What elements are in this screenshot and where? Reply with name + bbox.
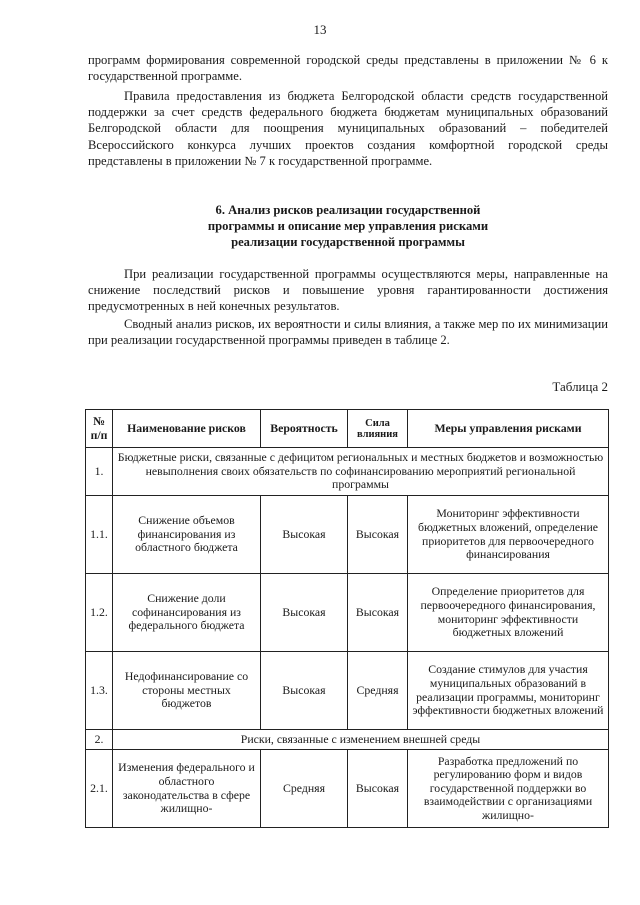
paragraph-annex-6 [88, 52, 608, 84]
paragraph-text: программ формирования современной городской среды представлены в приложении № 6 к государственной программе. [88, 53, 608, 84]
row-number: 1. [86, 448, 113, 496]
header-number: № п/п [86, 410, 113, 448]
table-row [86, 652, 609, 730]
table-header-row [86, 410, 609, 448]
section-heading [88, 202, 608, 250]
row-number: 1.1. [86, 496, 113, 574]
header-risk-name: Наименование рисков [113, 410, 261, 448]
group-title: Бюджетные риски, связанные с дефицитом региональных и местных бюджетов и возможностью невыполнения своих обязательств по софинансированию мероприятий региональной программы [113, 448, 609, 496]
header-measures: Меры управления рисками [408, 410, 609, 448]
risk-table [85, 409, 609, 828]
section-heading-line: реализации государственной программы [231, 235, 465, 249]
risk-name: Изменения федерального и областного законодательства в сфере жилищно- [113, 750, 261, 828]
paragraph-text: Правила предоставления из бюджета Белгородской области средств государственной поддержки за счет средств федерального бюджета бюджетам муниципальных образований Белгородской области для поощрения муниципальных образований – победителей Всероссийского конкурса лучших проектов создания комфортной городской среды представлены в приложении № 7 к государственной программе. [88, 89, 608, 168]
risk-impact: Средняя [348, 652, 408, 730]
table-label: Таблица 2 [552, 379, 608, 394]
risk-impact: Высокая [348, 750, 408, 828]
header-impact: Сила влияния [348, 410, 408, 448]
risk-measures: Определение приоритетов для первоочередного финансирования, мониторинг эффективности бюджетных вложений [408, 574, 609, 652]
section-heading-line: программы и описание мер управления рисками [207, 219, 489, 233]
paragraph-text: При реализации государственной программы осуществляются меры, направленные на снижение последствий рисков и повышение уровня гарантированности достижения предусмотренных в ней конечных результатов. [88, 267, 608, 314]
row-number: 1.3. [86, 652, 113, 730]
risk-probability: Средняя [261, 750, 348, 828]
row-number: 2.1. [86, 750, 113, 828]
section-heading-line: 6. Анализ рисков реализации государственной [215, 203, 481, 217]
paragraph-text: Сводный анализ рисков, их вероятности и силы влияния, а также мер по их минимизации при реализации государственной программы приведен в таблице 2. [88, 317, 608, 348]
table-row [86, 750, 609, 828]
group-title: Риски, связанные с изменением внешней среды [113, 730, 609, 750]
header-probability: Вероятность [261, 410, 348, 448]
risk-name: Снижение объемов финансирования из областного бюджета [113, 496, 261, 574]
row-number: 1.2. [86, 574, 113, 652]
table-row [86, 496, 609, 574]
risk-measures: Мониторинг эффективности бюджетных вложений, определение приоритетов для первоочередного финансирования [408, 496, 609, 574]
risk-name: Недофинансирование со стороны местных бюджетов [113, 652, 261, 730]
risk-measures: Создание стимулов для участия муниципальных образований в реализации программы, мониторинг эффективности бюджетных вложений [408, 652, 609, 730]
table-row-group [86, 730, 609, 750]
paragraph-risk-measures [88, 266, 608, 315]
risk-name: Снижение доли софинансирования из федерального бюджета [113, 574, 261, 652]
page-number: 13 [313, 22, 327, 37]
risk-impact: Высокая [348, 496, 408, 574]
table-row [86, 574, 609, 652]
risk-probability: Высокая [261, 652, 348, 730]
row-number: 2. [86, 730, 113, 750]
paragraph-support-rules [88, 88, 608, 169]
risk-probability: Высокая [261, 574, 348, 652]
table-row-group [86, 448, 609, 496]
paragraph-summary-analysis [88, 316, 608, 348]
risk-measures: Разработка предложений по регулированию форм и видов государственной поддержки во взаимодействии с организациями жилищно- [408, 750, 609, 828]
risk-impact: Высокая [348, 574, 408, 652]
risk-probability: Высокая [261, 496, 348, 574]
